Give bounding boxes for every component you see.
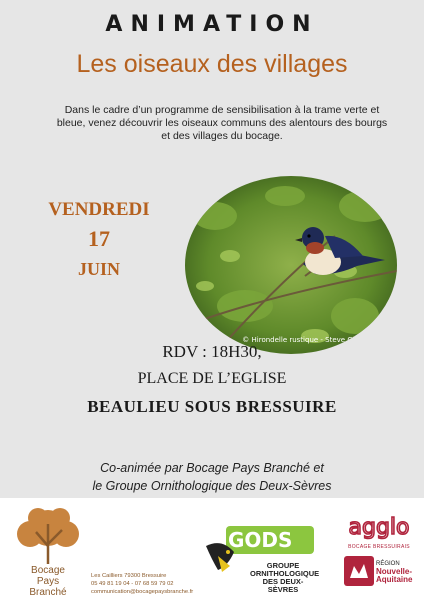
co-animation-line-1: Co-animée par Bocage Pays Branché et (100, 461, 324, 475)
bocage-name-2: Pays (36, 576, 60, 587)
rdv-town: BEAULIEU SOUS BRESSUIRE (87, 397, 337, 416)
agglo-name: agglo (348, 515, 410, 540)
date-day: VENDREDI (48, 199, 150, 220)
bocage-name-1: Bocage (31, 565, 65, 576)
gods-line-1: GROUPE (266, 561, 300, 570)
bocage-contact (91, 572, 209, 596)
bocage-phones: 05 49 81 19 04 - 07 68 59 79 02 (91, 581, 174, 587)
poster-subtitle: Les oiseaux des villages (76, 50, 348, 78)
agglo-logo (345, 510, 413, 544)
bocage-address: Les Cailliers 79300 Bressuire (91, 573, 167, 579)
date-number: 17 (88, 226, 110, 251)
region-logo-icon (344, 556, 374, 586)
gods-line-2: ORNITHOLOGIQUE (250, 569, 320, 578)
gods-line-3: DES DEUX-SÈVRES (262, 577, 304, 594)
poster-title: ANIMATION (105, 12, 319, 37)
bocage-name-3: Branché (29, 587, 67, 598)
region-name-1: Nouvelle- (376, 567, 413, 576)
rdv-place: PLACE DE L’EGLISE (137, 370, 287, 387)
gods-name: GODS (228, 528, 293, 552)
swallow-photo (185, 176, 397, 354)
intro-text: Dans le cadre d’un programme de sensibilisation à la trame verte et bleue, venez découvrir les oiseaux communs des alentours des bourgs et des villages du bocage. (56, 104, 388, 142)
date-month: JUIN (77, 259, 120, 279)
co-animation-line-2: le Groupe Ornithologique des Deux-Sèvres (92, 479, 332, 493)
bocage-logo-text (6, 565, 90, 598)
region-logo-text (376, 560, 422, 584)
gods-subtitle (250, 561, 320, 594)
agglo-subtitle: BOCAGE BRESSUIRAIS (348, 544, 410, 550)
region-label: RÉGION (376, 561, 400, 567)
bocage-email: communication@bocagepaysbranche.fr (91, 589, 194, 595)
region-name-2: Aquitaine (376, 575, 413, 584)
rdv-time: RDV : 18H30, (162, 342, 262, 361)
photo-credit: © Hirondelle rustique - Steve Girault (242, 336, 371, 344)
co-animation-text (20, 459, 404, 495)
